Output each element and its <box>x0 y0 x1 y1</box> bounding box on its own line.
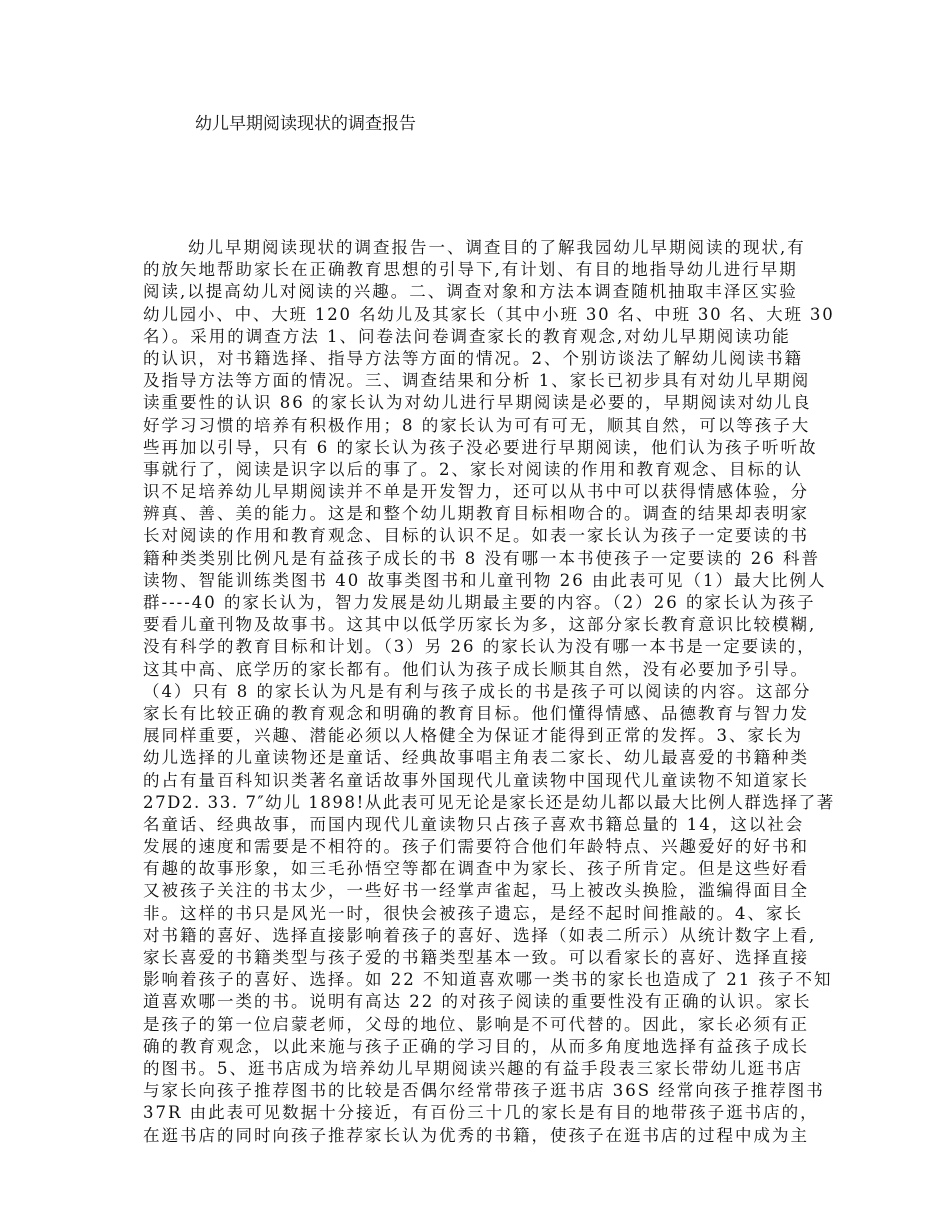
text-line: 辨真、善、美的能力。这是和整个幼儿期教育目标相吻合的。调查的结果却表明家 <box>143 504 809 524</box>
text-line: 影响着孩子的喜好、选择。如 22 不知道喜欢哪一类书的家长也造成了 21 孩子不知 <box>143 970 833 990</box>
text-line: 读重要性的认识 86 的家长认为对幼儿进行早期阅读是必要的，早期阅读对幼儿良 <box>143 393 812 413</box>
text-line: 群----40 的家长认为，智力发展是幼儿期最主要的内容。（2）26 的家长认为孩子 <box>143 593 816 612</box>
text-line: 阅读,以提高幼儿对阅读的兴趣。二、调查对象和方法本调查随机抽取丰泽区实验 <box>143 282 798 302</box>
text-line: 幼儿园小、中、大班 120 名幼儿及其家长（其中小班 30 名、中班 30 名、大班 30 <box>143 304 835 324</box>
text-line: 有趣的故事形象，如三毛孙悟空等都在调查中为家长、孩子所肯定。但是这些好看 <box>143 859 809 879</box>
text-line: 名）。采用的调查方法 1、问卷法问卷调查家长的教育观念,对幼儿早期阅读功能 <box>143 326 791 346</box>
text-line: 及指导方法等方面的情况。三、调查结果和分析 1、家长已初步具有对幼儿早期阅 <box>143 371 811 391</box>
text-line: 展同样重要，兴趣、潜能必须以人格健全为保证才能得到正常的发挥。3、家长为 <box>143 726 803 746</box>
text-line: 确的教育观念，以此来施与孩子正确的学习目的，从而多角度地选择有益孩子成长 <box>143 1036 809 1056</box>
text-line: 37R 由此表可见数据十分接近，有百份三十几的家长是有目的地带孩子逛书店的， <box>143 1103 819 1123</box>
text-line: 的认识，对书籍选择、指导方法等方面的情况。2、个别访谈法了解幼儿阅读书籍 <box>143 348 803 368</box>
text-line: 幼儿选择的儿童读物还是童话、经典故事唱主角表二家长、幼儿最喜爱的书籍种类 <box>143 748 809 768</box>
text-line: 要看儿童刊物及故事书。这其中以低学历家长为多，这部分家长教育意识比较模糊, <box>143 615 817 635</box>
text-line: 识不足培养幼儿早期阅读并不单是开发智力，还可以从书中可以获得情感体验，分 <box>143 482 809 502</box>
text-line: 与家长向孩子推荐图书的比较是否偶尔经常带孩子逛书店 36S 经常向孩子推荐图书 <box>143 1081 825 1101</box>
text-line: 道喜欢哪一类的书。说明有高达 22 的对孩子阅读的重要性没有正确的认识。家长 <box>143 992 812 1012</box>
text-line: 27D2. 33. 7″幼儿 1898!从此表可见无论是家长还是幼儿都以最大比例人群选择了著 <box>143 792 835 812</box>
text-line: （4）只有 8 的家长认为凡是有利与孩子成长的书是孩子可以阅读的内容。这部分 <box>143 681 812 701</box>
text-line: 是孩子的第一位启蒙老师，父母的地位、影响是不可代替的。因此，家长必须有正 <box>143 1014 809 1034</box>
text-line: 家长喜爱的书籍类型与孩子爱的书籍类型基本一致。可以看家长的喜好、选择直接 <box>143 948 809 967</box>
text-line: 的放矢地帮助家长在正确教育思想的引导下,有计划、有目的地指导幼儿进行早期 <box>143 260 798 280</box>
text-line: 的占有量百科知识类著名童话故事外国现代儿童读物中国现代儿童读物不知道家长 <box>143 770 809 790</box>
text-line: 的图书。5、逛书店成为培养幼儿早期阅读兴趣的有益手段表三家长带幼儿逛书店 <box>143 1058 803 1078</box>
text-line: 没有科学的教育目标和计划。（3）另 26 的家长认为没有哪一本书是一定要读的， <box>143 637 816 657</box>
text-line: 事就行了，阅读是识字以后的事了。2、家长对阅读的作用和教育观念、目标的认 <box>143 459 803 479</box>
text-line: 读物、智能训练类图书 40 故事类图书和儿童刊物 26 由此表可见（1）最大比例人 <box>143 570 827 590</box>
text-line: 在逛书店的同时向孩子推荐家长认为优秀的书籍，使孩子在逛书店的过程中成为主 <box>143 1125 809 1145</box>
text-line: 好学习习惯的培养有积极作用；8 的家长认为可有可无，顺其自然，可以等孩子大 <box>143 415 811 435</box>
text-line: 籍种类类别比例凡是有益孩子成长的书 8 没有哪一本书使孩子一定要读的 26 科普 <box>143 548 820 568</box>
text-line: 这其中高、底学历的家长都有。他们认为孩子成长顺其自然，没有必要加予引导。 <box>143 659 809 679</box>
text-line: 名童话、经典故事，而国内现代儿童读物只占孩子喜欢书籍总量的 14，这以社会 <box>143 814 805 834</box>
text-line: 又被孩子关注的书太少，一些好书一经掌声雀起，马上被改头换脸，滥编得面目全 <box>143 881 809 901</box>
text-line: 发展的速度和需要是不相符的。孩子们需要符合他们年龄特点、兴趣爱好的好书和 <box>143 837 809 857</box>
text-line: 些再加以引导，只有 6 的家长认为孩子没必要进行早期阅读，他们认为孩子听听故 <box>143 437 818 457</box>
text-line: 家长有比较正确的教育观念和明确的教育目标。他们懂得情感、品德教育与智力发 <box>143 703 809 723</box>
text-line: 对书籍的喜好、选择直接影响着孩子的喜好、选择（如表二所示）从统计数字上看, <box>143 925 817 945</box>
text-line: 幼儿早期阅读现状的调查报告一、调查目的了解我园幼儿早期阅读的现状,有 <box>188 238 806 257</box>
document-title: 幼儿早期阅读现状的调查报告 <box>195 114 416 134</box>
body-paragraph <box>143 237 833 1147</box>
text-line: 长对阅读的作用和教育观念、目标的认识不足。如表一家长认为孩子一定要读的书 <box>143 526 809 546</box>
text-line: 非。这样的书只是风光一时，很快会被孩子遗忘，是经不起时间推敲的。4、家长 <box>143 903 803 923</box>
